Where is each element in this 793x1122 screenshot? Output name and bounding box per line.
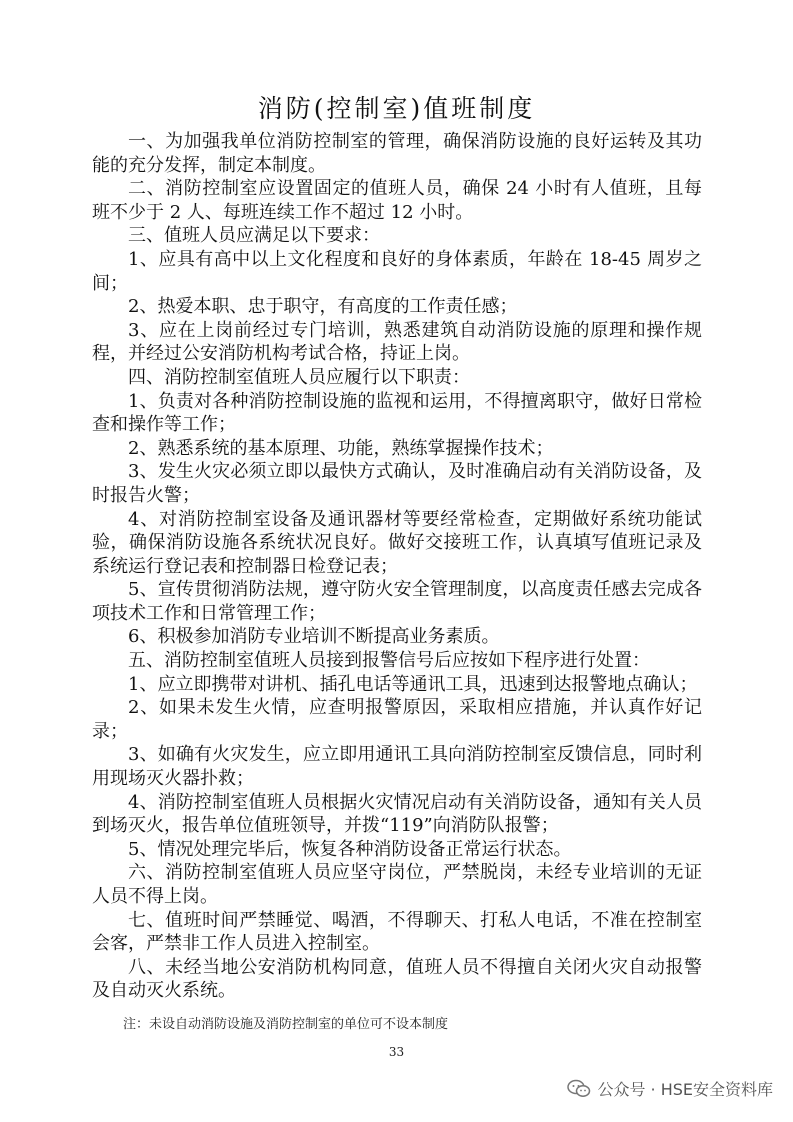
- paragraph: 1、应立即携带对讲机、插孔电话等通讯工具，迅速到达报警地点确认；: [128, 673, 698, 695]
- paragraph: 三、值班人员应满足以下要求：: [128, 225, 380, 247]
- paragraph: 5、情况处理完毕后，恢复各种消防设备正常运行状态。: [128, 838, 572, 860]
- paragraph: 八、未经当地公安消防机构同意，值班人员不得擅自关闭火灾自动报警及自动灭火系统。: [92, 956, 702, 1002]
- footnote: 注：未设自动消防设施及消防控制室的单位可不设本制度: [123, 1017, 449, 1032]
- page-title: 消防(控制室)值班制度: [257, 94, 536, 123]
- watermark: [567, 1077, 773, 1100]
- paragraph: 七、值班时间严禁睡觉、喝酒，不得聊天、打私人电话，不准在控制室会客，严禁非工作人员进入控制室。: [92, 909, 702, 955]
- regulation-body: [92, 130, 702, 1003]
- paragraph: 2、热爱本职、忠于职守，有高度的工作责任感；: [128, 296, 518, 318]
- paragraph: 五、消防控制室值班人员接到报警信号后应按如下程序进行处置：: [128, 650, 650, 672]
- paragraph: 1、应具有高中以上文化程度和良好的身体素质，年龄在 18-45 周岁之间；: [92, 248, 702, 294]
- paragraph: 四、消防控制室值班人员应履行以下职责：: [128, 366, 470, 388]
- paragraph: 2、熟悉系统的基本原理、功能，熟练掌握操作技术；: [128, 437, 554, 459]
- paragraph: 3、发生火灾必须立即以最快方式确认，及时准确启动有关消防设备，及时报告火警；: [92, 461, 702, 506]
- paragraph: 4、消防控制室值班人员根据火灾情况启动有关消防设备，通知有关人员到场灭火，报告单位值班领导，并拨“119”向消防队报警；: [92, 791, 702, 837]
- paragraph: 6、积极参加消防专业培训不断提高业务素质。: [128, 626, 500, 648]
- paragraph: 六、消防控制室值班人员应坚守岗位，严禁脱岗，未经专业培训的无证人员不得上岗。: [92, 862, 702, 907]
- paragraph: 3、应在上岗前经过专门培训，熟悉建筑自动消防设施的原理和操作规程，并经过公安消防机构考试合格，持证上岗。: [92, 319, 702, 365]
- paragraph: 1、负责对各种消防控制设施的监视和运用，不得擅离职守，做好日常检查和操作等工作；: [92, 390, 702, 436]
- paragraph: 4、对消防控制室设备及通讯器材等要经常检查，定期做好系统功能试验，确保消防设施各系统状况良好。做好交接班工作，认真填写值班记录及系统运行登记表和控制器日检登记表；: [92, 508, 702, 577]
- paragraph: 5、宣传贯彻消防法规，遵守防火安全管理制度，以高度责任感去完成各项技术工作和日常管理工作；: [92, 579, 702, 624]
- watermark-text: 公众号 · HSE安全资料库: [597, 1080, 773, 1099]
- page-number: 33: [388, 1045, 405, 1059]
- wechat-icon: [567, 1079, 591, 1099]
- paragraph: 2、如果未发生火情，应查明报警原因，采取相应措施，并认真作好记录；: [92, 697, 702, 742]
- paragraph: 二、消防控制室应设置固定的值班人员，确保 24 小时有人值班，且每班不少于 2 人、每班连续工作不超过 12 小时。: [92, 178, 702, 223]
- paragraph: 一、为加强我单位消防控制室的管理，确保消防设施的良好运转及其功能的充分发挥，制定本制度。: [92, 131, 702, 176]
- paragraph: 3、如确有火灾发生，应立即用通讯工具向消防控制室反馈信息，同时利用现场灭火器扑救；: [92, 744, 702, 790]
